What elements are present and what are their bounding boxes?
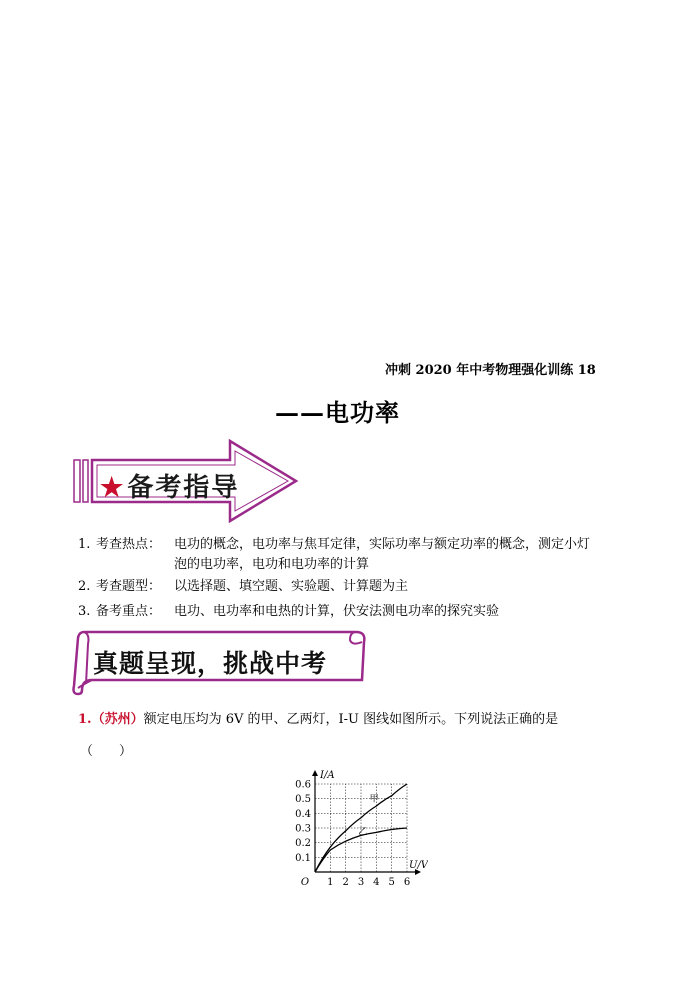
guide-item-hotspots [78,535,590,555]
y-axis-arrow [312,770,318,776]
question-number: 1. [78,712,92,727]
guide-item-label: 备考重点： [96,604,162,619]
y-tick-label: 0.4 [295,808,311,820]
x-tick-label: 6 [403,877,411,888]
x-tick-label: 2 [342,877,349,888]
y-axis-label: I/A [320,770,335,781]
x-axis-label: U/V [409,860,428,871]
guide-item-number: 1. [78,537,91,552]
question-source: （苏州） [91,712,144,727]
star-icon: ★ [100,473,126,503]
x-tick-label: 4 [373,877,380,888]
y-tick-label: 0.2 [295,838,311,850]
y-tick-label: 0.1 [295,852,311,864]
document-subtitle: 冲刺 2020 年中考物理强化训练 18 [385,363,596,378]
x-tick-label: 5 [388,877,395,888]
y-tick-label: 0.6 [295,779,311,791]
guide-item-text: 以选择题、填空题、实验题、计算题为主 [174,579,409,594]
y-tick-label: 0.5 [295,794,311,806]
guide-item-text: 电功的概念，电功率与焦耳定律，实际功率与额定功率的概念，测定小灯 [174,537,591,552]
banner-guide-title [100,467,239,504]
guide-item-text: 电功、电功率和电热的计算，伏安法测电功率的探究实验 [174,604,500,619]
banner-guide-label: 备考指导 [127,473,240,503]
guide-item-number: 3. [78,604,91,619]
origin-label: O [300,877,310,888]
question-text: 额定电压均为 6V 的甲、乙两灯，I-U 图线如图所示。下列说法正确的是 [143,712,559,727]
guide-item-number: 2. [78,579,91,594]
guide-item-label: 考查热点： [96,537,162,552]
iu-chart [288,760,428,895]
x-tick-label: 1 [327,877,334,888]
question-1 [78,710,558,730]
document-title: ——电功率 [275,398,400,427]
answer-blank: （ ） [80,744,133,759]
guide-item-label: 考查题型： [96,579,162,594]
series-label: 乙 [358,827,368,838]
banner-real-questions-title: 真题呈现，挑战中考 [93,649,328,678]
y-tick-label: 0.3 [295,823,311,835]
guide-item-text-continuation: 泡的电功率，电功和电功率的计算 [174,557,370,572]
guide-item-key-points [78,602,499,622]
guide-item-question-types [78,577,408,597]
x-tick-label: 3 [357,877,365,888]
series-label: 甲 [369,794,379,805]
